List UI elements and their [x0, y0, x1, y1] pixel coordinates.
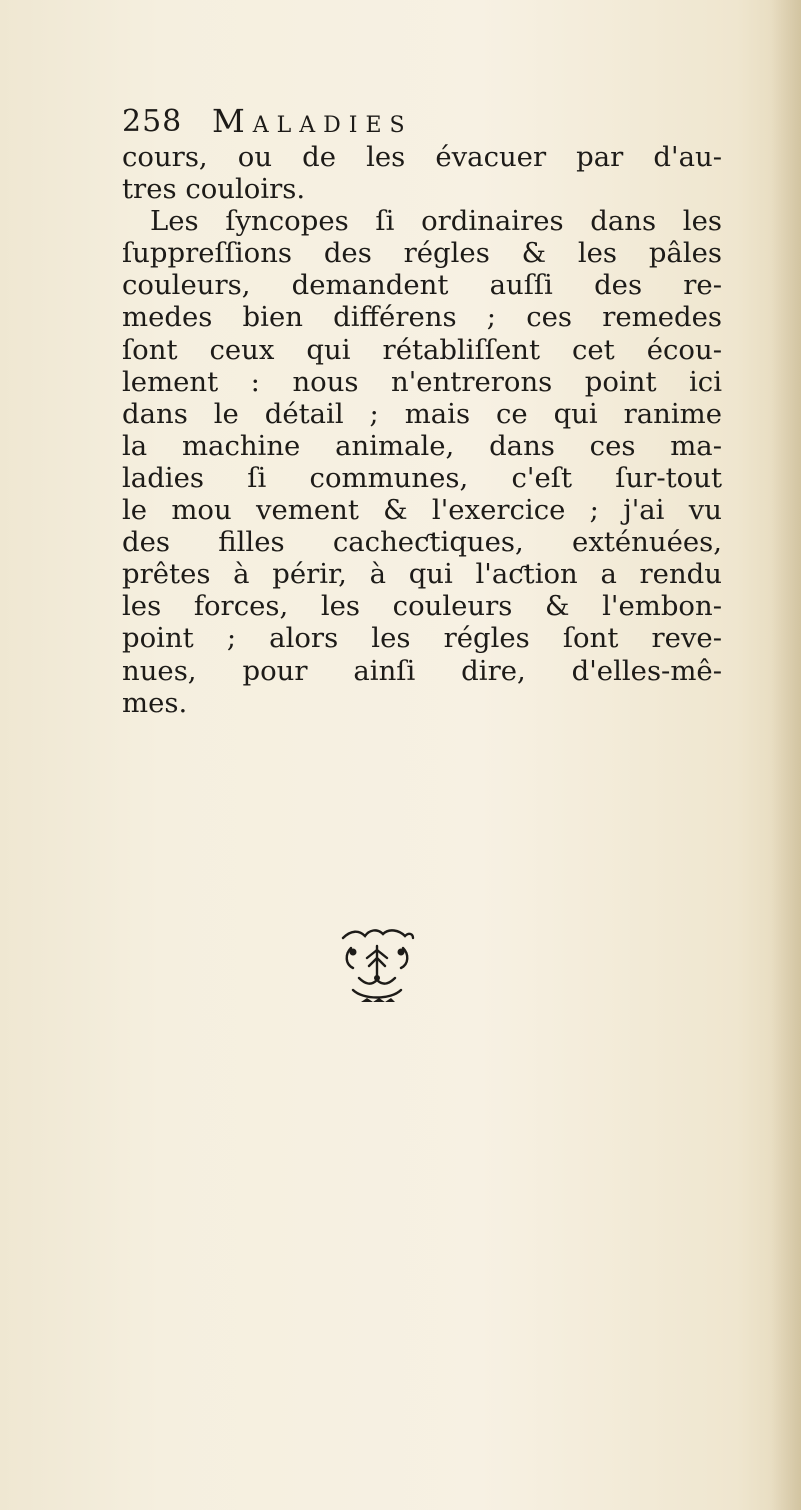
text-line: le mou vement & l'exercice ; j'ai vu	[122, 494, 722, 527]
text-line: ſont ceux qui rétabliſſent cet écou-	[122, 333, 722, 366]
text-line: ladies ſi communes, c'eſt ſur-tout	[122, 461, 722, 494]
text-line: medes bien différens ; ces remedes	[122, 301, 722, 334]
text-line: les forces, les couleurs & l'embon-	[122, 590, 722, 623]
running-title: Maladies	[212, 102, 413, 140]
page-header	[122, 100, 682, 144]
text-line: lement : nous n'entrerons point ici	[122, 365, 722, 398]
text-line: dans le détail ; mais ce qui ranime	[122, 397, 722, 430]
body-text	[122, 141, 722, 719]
text-line: Les ſyncopes ſi ordinaires dans les	[150, 205, 722, 238]
page-number: 258	[122, 104, 183, 139]
text-line: des filles cacheƈtiques, exténuées,	[122, 526, 722, 559]
floral-tailpiece-icon	[337, 928, 417, 1006]
text-line: ſuppreſſions des régles & les pâles	[122, 237, 722, 270]
text-line: la machine animale, dans ces ma-	[122, 429, 722, 462]
text-line: tres couloirs.	[122, 173, 306, 206]
text-line: mes.	[122, 686, 188, 719]
text-line: nues, pour ainſi dire, d'elles-mê-	[122, 654, 722, 687]
text-line: couleurs, demandent auſſi des re-	[122, 269, 722, 302]
text-line: cours, ou de les évacuer par d'au-	[122, 141, 722, 173]
text-line: point ; alors les régles ſont reve-	[122, 622, 722, 655]
page-edge-shadow	[771, 0, 801, 1510]
text-line: prêtes à périr, à qui l'aƈtion a rendu	[122, 558, 722, 591]
